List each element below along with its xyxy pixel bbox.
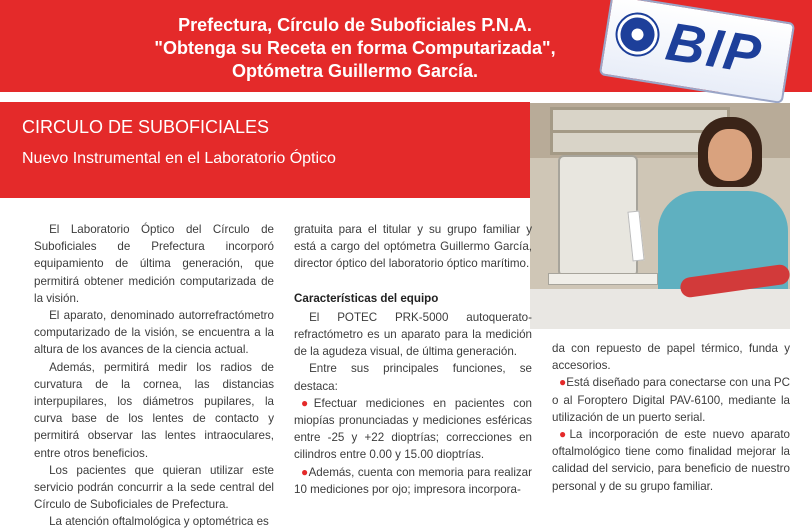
article-title xyxy=(120,14,590,83)
article-column-2 xyxy=(294,221,532,498)
title-line-3: Optómetra Guillermo García. xyxy=(231,61,479,81)
photo-refractometer xyxy=(558,155,638,277)
logo-text: BIP xyxy=(662,11,767,86)
bullet-dot-icon: ● xyxy=(558,375,567,390)
bullet-dot-icon: ● xyxy=(558,427,570,442)
photo-optometrist-with-instrument xyxy=(530,103,790,329)
photo-person-face xyxy=(708,129,752,181)
bullet-item xyxy=(552,426,790,495)
paragraph: El aparato, denominado autorrefractómetro computarizado de la visión, se encuentra a la altura de los avances de la ciencia actual. xyxy=(34,309,274,357)
paragraph: Los pacientes que quieran utilizar este servicio podrán concurrir a la sede central del Círculo de Suboficiales de Prefectura. xyxy=(34,463,274,512)
subheading: Características del equipo xyxy=(294,291,439,305)
bullet-item xyxy=(294,464,532,498)
paragraph: El POTEC PRK-5000 autoquerato-refractómetro es un aparato para la medición de la agudeza visual, de última generación. xyxy=(294,310,532,359)
bullet-dot-icon: ● xyxy=(300,395,314,410)
section-title: CIRCULO DE SUBOFICIALES xyxy=(22,117,270,137)
bullet-item xyxy=(552,374,790,426)
paragraph: Además, permitirá medir los radios de curvatura de la cornea, las distancias interpupilares, los diámetros pupilares, la curva base de los lentes de contacto y permitirá observar las lentes intraoculares, entre otros beneficios. xyxy=(34,360,274,460)
section-subtitle: Nuevo Instrumental en el Laboratorio Óptico xyxy=(22,150,336,167)
bullet-text: Además, cuenta con memoria para realizar 10 mediciones por ojo; impresora incorpora- xyxy=(294,465,532,496)
article-column-1 xyxy=(34,221,274,531)
paragraph: Entre sus principales funciones, se destaca: xyxy=(294,362,532,393)
article-column-3 xyxy=(552,340,790,495)
bullet-text: Efectuar mediciones en pacientes con miopías pronunciadas y mediciones esféricas entre -25 y +22 dioptrías; correcciones en cilindros entre 0.00 y 15.00 dioptrías. xyxy=(294,396,532,462)
paragraph: gratuita para el titular y su grupo familiar y está a cargo del optómetra Guillermo García, director óptico del laboratorio óptico marítimo. xyxy=(294,223,532,271)
bullet-dot-icon: ● xyxy=(300,464,309,479)
paragraph: El Laboratorio Óptico del Círculo de Suboficiales de Prefectura incorporó equipamiento de última generación, que permitirá obtener medición computarizada de la visión. xyxy=(34,223,274,305)
title-line-2: "Obtenga su Receta en forma Computarizada", xyxy=(154,38,556,58)
paragraph: da con repuesto de papel térmico, funda y accesorios. xyxy=(552,342,790,373)
photo-table xyxy=(530,289,790,329)
bullet-item xyxy=(294,395,532,464)
photo-refractometer-base xyxy=(548,273,658,285)
prefectura-emblem-icon xyxy=(615,12,661,58)
paragraph: La atención oftalmológica y optométrica es xyxy=(49,515,269,529)
bullet-text: Está diseñado para conectarse con una PC o al Foroptero Digital PAV-6100, mediante la utilización de un puerto serial. xyxy=(552,376,790,424)
bullet-text: La incorporación de este nuevo aparato oftalmológico tiene como finalidad mejorar la calidad del servicio, para beneficio de nuestro personal y de su grupo familiar. xyxy=(552,428,790,493)
title-line-1: Prefectura, Círculo de Suboficiales P.N.A. xyxy=(178,15,532,35)
